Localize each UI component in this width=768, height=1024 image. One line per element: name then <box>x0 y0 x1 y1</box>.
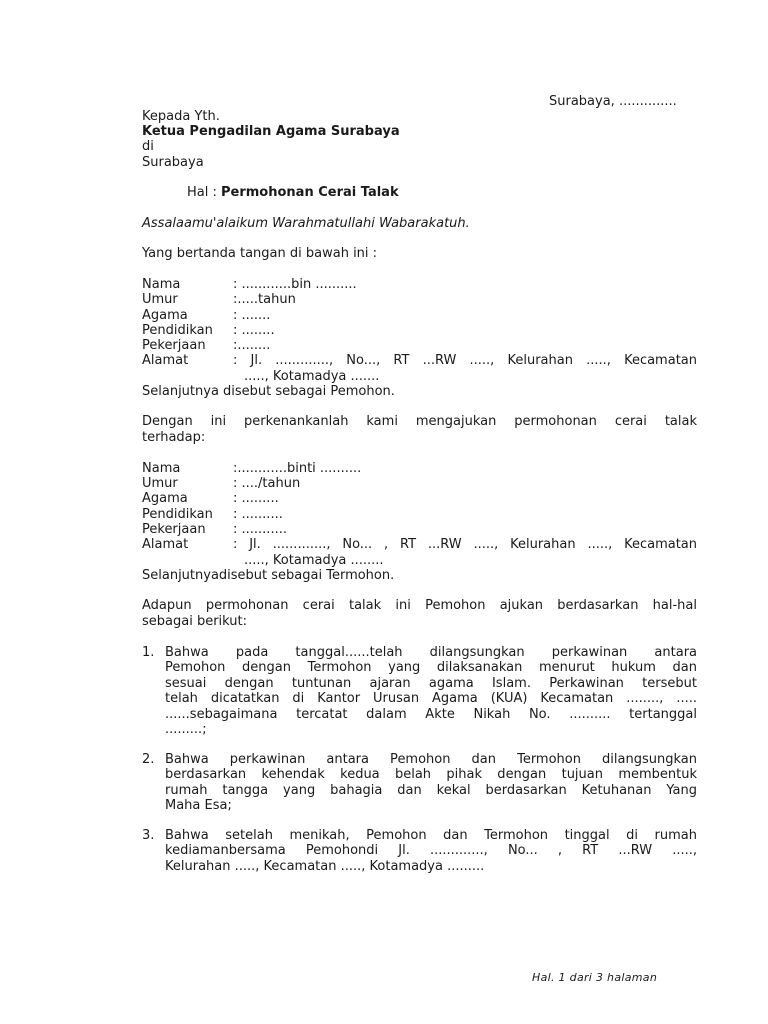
point-line: ......sebagaimana tercatat dalam Akte Nikah No. .......... tertanggal <box>165 706 697 722</box>
recipient-title: Ketua Pengadilan Agama Surabaya <box>142 124 400 139</box>
subject-value: Permohonan Cerai Talak <box>221 185 399 200</box>
petitioner-field-nama <box>142 277 697 292</box>
petitioner-field-pekerjaan <box>142 338 697 353</box>
respondent-address-cont: ....., Kotamadya ........ <box>244 553 384 568</box>
point-text <box>165 645 697 737</box>
field-value: : ........... <box>233 522 287 537</box>
field-value: : Jl. ............., No..., RT ...RW ....., Kelurahan ....., Kecamatan <box>233 353 697 368</box>
point-number: 3. <box>142 828 155 843</box>
field-label: Nama <box>142 461 181 476</box>
field-label: Alamat <box>142 353 189 368</box>
petitioner-field-umur <box>142 292 697 307</box>
field-label: Umur <box>142 476 178 491</box>
respondent-field-agama <box>142 491 697 506</box>
request-line-2: terhadap: <box>142 430 206 445</box>
point-line: kediamanbersama Pemohondi Jl. ............., No... , RT ...RW ....., <box>165 843 697 859</box>
point-line: Kelurahan ....., Kecamatan ....., Kotamadya ......... <box>165 858 485 874</box>
point-text <box>165 752 697 814</box>
point-line: Pemohon dengan Termohon yang dilaksanakan menurut hukum dan <box>165 660 697 676</box>
point-line: telah dicatatkan di Kantor Urusan Agama (KUA) Kecamatan ........, ..... <box>165 691 697 707</box>
petitioner-address-cont: ....., Kotamadya ....... <box>244 369 380 384</box>
point-number: 2. <box>142 752 155 767</box>
point-text <box>165 828 697 874</box>
petitioner-field-alamat <box>142 353 697 368</box>
point-line: Maha Esa; <box>165 798 232 814</box>
request-line-1: Dengan ini perkenankanlah kami mengajukan permohonan cerai talak <box>142 414 697 429</box>
grounds-line-2: sebagai berikut: <box>142 614 248 629</box>
grounds-line-1: Adapun permohonan cerai talak ini Pemohon ajukan berdasarkan hal-hal <box>142 598 697 613</box>
petitioner-closing: Selanjutnya disebut sebagai Pemohon. <box>142 384 395 399</box>
page-footer: Hal. 1 dari 3 halaman <box>532 971 658 984</box>
field-label: Nama <box>142 277 181 292</box>
point-line: sesuai dengan tuntunan ajaran agama Islam. Perkawinan tersebut <box>165 675 697 691</box>
field-value: : ......... <box>233 491 279 506</box>
field-label: Agama <box>142 491 188 506</box>
field-label: Pekerjaan <box>142 522 206 537</box>
greeting: Assalaamu'alaikum Warahmatullahi Wabarakatuh. <box>142 216 470 231</box>
field-value: :.....tahun <box>233 292 296 307</box>
field-label: Pendidikan <box>142 323 213 338</box>
point-line: .........; <box>165 722 207 738</box>
respondent-closing: Selanjutnyadisebut sebagai Termohon. <box>142 568 395 583</box>
field-label: Umur <box>142 292 178 307</box>
field-label: Agama <box>142 308 188 323</box>
point-line: Bahwa perkawinan antara Pemohon dan Termohon dilangsungkan <box>165 752 697 767</box>
place-date: Surabaya, .............. <box>549 94 677 109</box>
field-value: :............binti .......... <box>233 461 362 476</box>
field-value: : ....... <box>233 308 271 323</box>
field-label: Alamat <box>142 537 189 552</box>
point-line: Bahwa setelah menikah, Pemohon dan Termohon tinggal di rumah <box>165 828 697 843</box>
point-line: rumah tangga yang bahagia dan kekal berdasarkan Ketuhanan Yang <box>165 782 697 798</box>
field-value: : Jl. ............., No... , RT ...RW ....., Kelurahan ....., Kecamatan <box>233 537 697 552</box>
subject-line <box>187 185 399 200</box>
field-value: : ..../tahun <box>233 476 301 491</box>
field-value: : ............bin .......... <box>233 277 357 292</box>
point-number: 1. <box>142 645 155 660</box>
field-label: Pekerjaan <box>142 338 206 353</box>
recipient-di: di <box>142 139 154 154</box>
point-line: Bahwa pada tanggal......telah dilangsungkan perkawinan antara <box>165 645 697 660</box>
petitioner-field-agama <box>142 308 697 323</box>
subject-label: Hal : <box>187 185 221 200</box>
recipient-city: Surabaya <box>142 155 204 170</box>
field-value: : ........ <box>233 323 275 338</box>
respondent-field-pekerjaan <box>142 522 697 537</box>
intro-text: Yang bertanda tangan di bawah ini : <box>142 246 378 261</box>
field-value: :........ <box>233 338 271 353</box>
respondent-field-umur <box>142 476 697 491</box>
recipient-salutation: Kepada Yth. <box>142 109 220 124</box>
field-value: : .......... <box>233 507 283 522</box>
respondent-field-nama <box>142 461 697 476</box>
point-line: berdasarkan kehendak kedua belah pihak dengan tujuan membentuk <box>165 767 697 783</box>
respondent-field-alamat <box>142 537 697 552</box>
petitioner-field-pendidikan <box>142 323 697 338</box>
respondent-field-pendidikan <box>142 507 697 522</box>
field-label: Pendidikan <box>142 507 213 522</box>
